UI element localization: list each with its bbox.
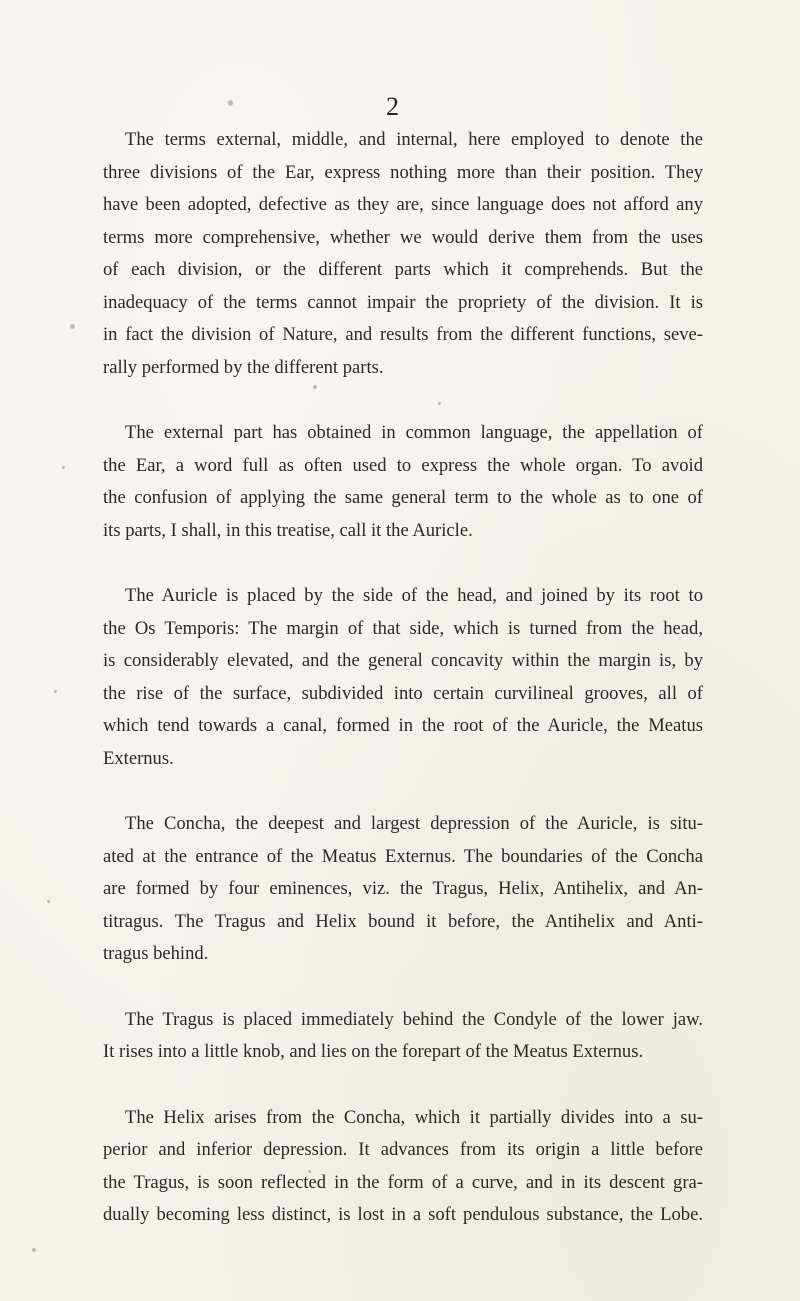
text-line: perior and inferior depression. It advances from its origin a little before [103,1139,703,1160]
text-line: Externus. [103,747,174,769]
text-line: the rise of the surface, subdivided into certain curvilineal grooves, all of [103,682,703,704]
text-line: the Tragus, is soon reflected in the form of a curve, and in its descent gra- [103,1171,703,1193]
text-line: terms more comprehensive, whether we would derive them from the uses [103,226,703,248]
text-line: its parts, I shall, in this treatise, call it the Auricle. [103,519,473,541]
text-line: the confusion of applying the same general term to the whole as to one of [103,487,703,508]
paragraph [103,580,703,775]
paragraph [103,124,703,384]
text-line: The Helix arises from the Concha, which it partially divides into a su- [125,1106,703,1128]
text-line: The Tragus is placed immediately behind the Condyle of the lower jaw. [125,1008,703,1030]
text-line: three divisions of the Ear, express nothing more than their position. They [103,161,703,183]
text-line: The terms external, middle, and internal, here employed to denote the [125,129,703,150]
text-line: titragus. The Tragus and Helix bound it before, the Antihelix and Anti- [103,910,703,932]
text-line: which tend towards a canal, formed in the root of the Auricle, the Meatus [103,715,703,736]
text-line: ated at the entrance of the Meatus Externus. The boundaries of the Concha [103,845,703,867]
text-line: tragus behind. [103,943,209,964]
paper-speck [70,324,75,329]
text-line: of each division, or the different parts which it comprehends. But the [103,259,703,280]
text-line: have been adopted, defective as they are, since language does not afford any [103,194,703,215]
text-line: the Ear, a word full as often used to express the whole organ. To avoid [103,454,703,476]
paragraph [103,808,703,971]
paper-speck [47,900,50,903]
paragraph [103,1004,703,1069]
text-line: dually becoming less distinct, is lost in a soft pendulous substance, the Lobe. [103,1204,703,1225]
text-line: rally performed by the different parts. [103,356,384,378]
page-number: 2 [386,92,399,121]
text-line: The Auricle is placed by the side of the head, and joined by its root to [125,585,703,606]
text-line: inadequacy of the terms cannot impair the propriety of the division. It is [103,291,703,313]
paragraph [103,417,703,547]
paragraph [103,1102,703,1232]
text-line: It rises into a little knob, and lies on the forepart of the Meatus Externus. [103,1041,644,1062]
paper-speck [32,1248,36,1252]
paper-speck [228,100,233,106]
text-line: The external part has obtained in common language, the appellation of [125,422,703,443]
text-line: The Concha, the deepest and largest depression of the Auricle, is situ- [125,813,703,834]
paper-speck [54,690,57,693]
text-line: is considerably elevated, and the general concavity within the margin is, by [103,650,703,671]
text-line: the Os Temporis: The margin of that side, which is turned from the head, [103,617,703,639]
body-text [103,124,703,1265]
text-line: in fact the division of Nature, and results from the different functions, seve- [103,324,703,345]
paper-speck [62,466,65,469]
text-line: are formed by four eminences, viz. the Tragus, Helix, Antihelix, and An- [103,878,703,899]
